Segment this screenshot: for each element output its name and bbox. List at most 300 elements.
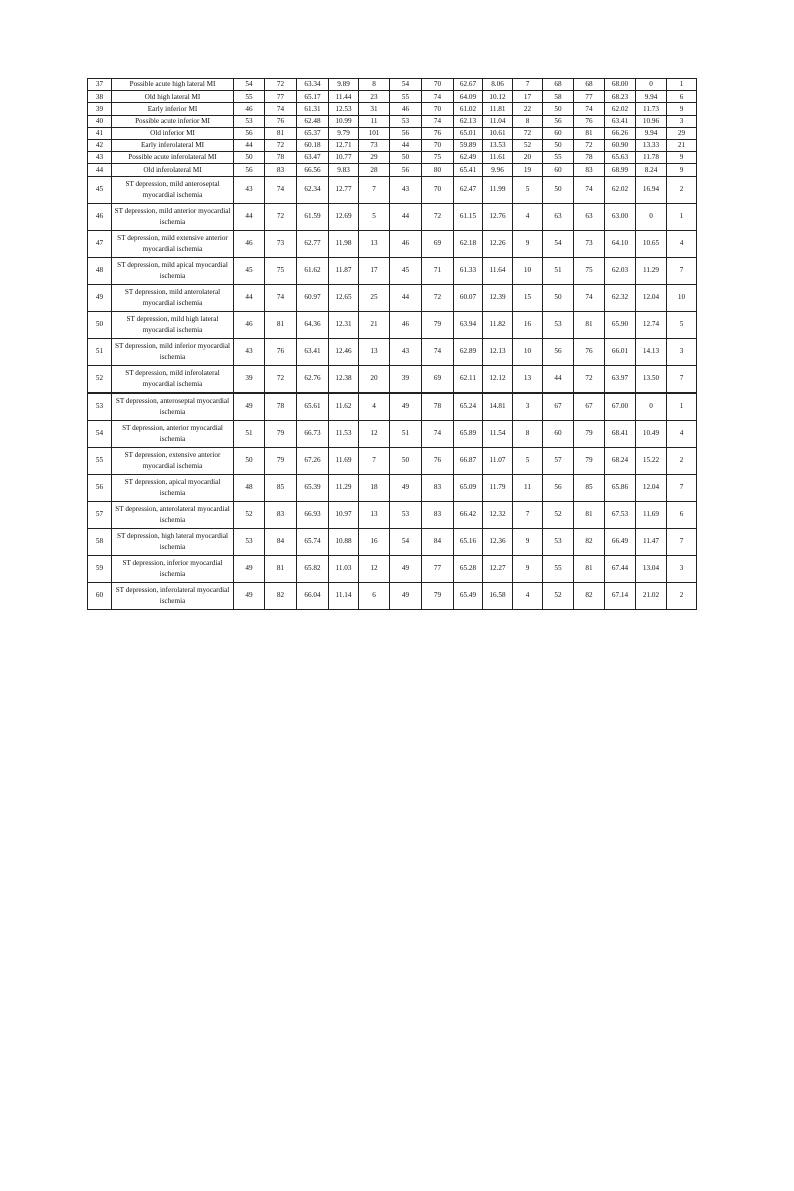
value-cell: 65.63 (605, 152, 636, 164)
diagnosis-label-cell: Old inferior MI (112, 127, 234, 139)
value-cell: 62.02 (605, 176, 636, 203)
value-cell: 11.87 (329, 257, 359, 284)
value-cell: 85 (265, 474, 297, 501)
value-cell: 11.03 (329, 555, 359, 582)
value-cell: 62.67 (454, 79, 483, 91)
value-cell: 48 (234, 474, 265, 501)
table-row (88, 127, 697, 139)
value-cell: 0 (636, 203, 667, 230)
value-cell: 72 (422, 284, 454, 311)
value-cell: 79 (265, 420, 297, 447)
value-cell: 67.26 (297, 447, 329, 474)
value-cell: 3 (513, 393, 543, 421)
value-cell: 60.90 (605, 139, 636, 151)
value-cell: 77 (574, 91, 605, 103)
value-cell: 72 (422, 203, 454, 230)
value-cell: 75 (265, 257, 297, 284)
value-cell: 39 (390, 365, 422, 393)
value-cell: 61.02 (454, 103, 483, 115)
value-cell: 11.53 (329, 420, 359, 447)
value-cell: 84 (265, 528, 297, 555)
row-index-cell: 43 (88, 152, 112, 164)
value-cell: 71 (422, 257, 454, 284)
value-cell: 65.39 (297, 474, 329, 501)
value-cell: 74 (422, 91, 454, 103)
value-cell: 11.62 (329, 393, 359, 421)
value-cell: 21 (667, 139, 697, 151)
value-cell: 16 (359, 528, 390, 555)
value-cell: 65.28 (454, 555, 483, 582)
value-cell: 81 (574, 127, 605, 139)
value-cell: 10.65 (636, 230, 667, 257)
value-cell: 51 (543, 257, 574, 284)
value-cell: 69 (422, 365, 454, 393)
value-cell: 83 (422, 474, 454, 501)
value-cell: 69 (422, 230, 454, 257)
value-cell: 3 (667, 555, 697, 582)
value-cell: 76 (265, 115, 297, 127)
value-cell: 74 (422, 115, 454, 127)
value-cell: 62.03 (605, 257, 636, 284)
value-cell: 67 (574, 393, 605, 421)
row-index-cell: 49 (88, 284, 112, 311)
value-cell: 60.97 (297, 284, 329, 311)
diagnosis-label-cell: ST depression, anteroseptal myocardial ischemia (112, 393, 234, 421)
value-cell: 49 (234, 582, 265, 609)
value-cell: 11.29 (329, 474, 359, 501)
value-cell: 76 (574, 338, 605, 365)
value-cell: 76 (574, 115, 605, 127)
value-cell: 83 (265, 164, 297, 176)
value-cell: 54 (390, 528, 422, 555)
value-cell: 72 (574, 365, 605, 393)
value-cell: 12.53 (329, 103, 359, 115)
value-cell: 73 (265, 230, 297, 257)
value-cell: 65.49 (454, 582, 483, 609)
value-cell: 49 (390, 555, 422, 582)
value-cell: 67.00 (605, 393, 636, 421)
value-cell: 9.89 (329, 79, 359, 91)
value-cell: 63.41 (297, 338, 329, 365)
value-cell: 68 (543, 79, 574, 91)
value-cell: 66.73 (297, 420, 329, 447)
value-cell: 77 (422, 555, 454, 582)
value-cell: 53 (543, 311, 574, 338)
diagnosis-label-cell: Early inferior MI (112, 103, 234, 115)
value-cell: 65.01 (454, 127, 483, 139)
row-index-cell: 51 (88, 338, 112, 365)
value-cell: 62.76 (297, 365, 329, 393)
value-cell: 62.11 (454, 365, 483, 393)
value-cell: 54 (234, 79, 265, 91)
value-cell: 63.47 (297, 152, 329, 164)
value-cell: 10.77 (329, 152, 359, 164)
value-cell: 66.04 (297, 582, 329, 609)
value-cell: 4 (667, 420, 697, 447)
value-cell: 6 (667, 501, 697, 528)
value-cell: 9 (513, 230, 543, 257)
value-cell: 83 (265, 501, 297, 528)
value-cell: 46 (390, 311, 422, 338)
value-cell: 72 (574, 139, 605, 151)
value-cell: 2 (667, 176, 697, 203)
value-cell: 76 (422, 447, 454, 474)
diagnosis-label-cell: Old inferolateral MI (112, 164, 234, 176)
value-cell: 15.22 (636, 447, 667, 474)
value-cell: 0 (636, 79, 667, 91)
value-cell: 4 (359, 393, 390, 421)
value-cell: 9.94 (636, 127, 667, 139)
diagnosis-label-cell: Possible acute inferolateral MI (112, 152, 234, 164)
value-cell: 22 (513, 103, 543, 115)
value-cell: 74 (574, 284, 605, 311)
value-cell: 16.58 (483, 582, 513, 609)
value-cell: 5 (359, 203, 390, 230)
table-row (88, 338, 697, 365)
value-cell: 12.69 (329, 203, 359, 230)
value-cell: 78 (422, 393, 454, 421)
value-cell: 9 (667, 103, 697, 115)
value-cell: 11.47 (636, 528, 667, 555)
value-cell: 81 (265, 311, 297, 338)
value-cell: 62.02 (605, 103, 636, 115)
value-cell: 7 (667, 474, 697, 501)
value-cell: 10.99 (329, 115, 359, 127)
value-cell: 4 (667, 230, 697, 257)
value-cell: 50 (543, 284, 574, 311)
table-row (88, 91, 697, 103)
value-cell: 10 (513, 257, 543, 284)
table-row (88, 474, 697, 501)
value-cell: 11.69 (329, 447, 359, 474)
value-cell: 73 (574, 230, 605, 257)
value-cell: 11.14 (329, 582, 359, 609)
value-cell: 14.13 (636, 338, 667, 365)
value-cell: 79 (574, 447, 605, 474)
table-row (88, 203, 697, 230)
value-cell: 11.04 (483, 115, 513, 127)
data-table (87, 78, 697, 610)
row-index-cell: 38 (88, 91, 112, 103)
value-cell: 7 (513, 501, 543, 528)
value-cell: 13.53 (483, 139, 513, 151)
value-cell: 55 (543, 152, 574, 164)
value-cell: 10 (667, 284, 697, 311)
value-cell: 4 (513, 203, 543, 230)
value-cell: 66.56 (297, 164, 329, 176)
row-index-cell: 40 (88, 115, 112, 127)
row-index-cell: 46 (88, 203, 112, 230)
value-cell: 12.76 (483, 203, 513, 230)
row-index-cell: 59 (88, 555, 112, 582)
value-cell: 63 (574, 203, 605, 230)
value-cell: 66.01 (605, 338, 636, 365)
value-cell: 11 (513, 474, 543, 501)
value-cell: 11.64 (483, 257, 513, 284)
value-cell: 11.98 (329, 230, 359, 257)
value-cell: 61.15 (454, 203, 483, 230)
value-cell: 16 (513, 311, 543, 338)
value-cell: 56 (543, 338, 574, 365)
value-cell: 63 (543, 203, 574, 230)
value-cell: 8.06 (483, 79, 513, 91)
table-row (88, 79, 697, 91)
value-cell: 64.09 (454, 91, 483, 103)
row-index-cell: 52 (88, 365, 112, 393)
value-cell: 70 (422, 176, 454, 203)
value-cell: 9.96 (483, 164, 513, 176)
value-cell: 82 (574, 582, 605, 609)
value-cell: 14.81 (483, 393, 513, 421)
value-cell: 74 (574, 103, 605, 115)
value-cell: 9 (667, 152, 697, 164)
value-cell: 13.50 (636, 365, 667, 393)
value-cell: 65.86 (605, 474, 636, 501)
value-cell: 63.94 (454, 311, 483, 338)
value-cell: 12.26 (483, 230, 513, 257)
value-cell: 12.04 (636, 474, 667, 501)
value-cell: 79 (422, 582, 454, 609)
diagnosis-label-cell: Possible acute inferior MI (112, 115, 234, 127)
value-cell: 81 (574, 311, 605, 338)
value-cell: 63.97 (605, 365, 636, 393)
diagnosis-label-cell: ST depression, extensive anterior myocardial ischemia (112, 447, 234, 474)
value-cell: 81 (265, 555, 297, 582)
value-cell: 11.54 (483, 420, 513, 447)
value-cell: 20 (513, 152, 543, 164)
value-cell: 79 (574, 420, 605, 447)
value-cell: 7 (667, 528, 697, 555)
table-row (88, 365, 697, 393)
value-cell: 66.26 (605, 127, 636, 139)
value-cell: 72 (265, 203, 297, 230)
value-cell: 46 (390, 230, 422, 257)
value-cell: 6 (667, 91, 697, 103)
value-cell: 49 (390, 393, 422, 421)
value-cell: 7 (667, 365, 697, 393)
value-cell: 61.33 (454, 257, 483, 284)
row-index-cell: 45 (88, 176, 112, 203)
value-cell: 65.24 (454, 393, 483, 421)
table-row (88, 501, 697, 528)
value-cell: 13 (359, 338, 390, 365)
value-cell: 72 (265, 79, 297, 91)
diagnosis-label-cell: Old high lateral MI (112, 91, 234, 103)
row-index-cell: 55 (88, 447, 112, 474)
table-row (88, 528, 697, 555)
diagnosis-label-cell: ST depression, inferolateral myocardial ischemia (112, 582, 234, 609)
value-cell: 5 (513, 447, 543, 474)
row-index-cell: 58 (88, 528, 112, 555)
value-cell: 10.49 (636, 420, 667, 447)
value-cell: 72 (265, 139, 297, 151)
value-cell: 7 (667, 257, 697, 284)
row-index-cell: 39 (88, 103, 112, 115)
value-cell: 62.77 (297, 230, 329, 257)
table-body (88, 79, 697, 610)
value-cell: 68.24 (605, 447, 636, 474)
table-row (88, 420, 697, 447)
value-cell: 63.41 (605, 115, 636, 127)
value-cell: 11.07 (483, 447, 513, 474)
value-cell: 10.12 (483, 91, 513, 103)
value-cell: 8 (513, 115, 543, 127)
value-cell: 10.88 (329, 528, 359, 555)
value-cell: 12.39 (483, 284, 513, 311)
table-row (88, 393, 697, 421)
value-cell: 57 (543, 447, 574, 474)
value-cell: 65.61 (297, 393, 329, 421)
diagnosis-label-cell: Early inferolateral MI (112, 139, 234, 151)
value-cell: 53 (543, 528, 574, 555)
value-cell: 46 (234, 311, 265, 338)
value-cell: 50 (543, 103, 574, 115)
value-cell: 13.04 (636, 555, 667, 582)
value-cell: 44 (234, 284, 265, 311)
value-cell: 44 (234, 139, 265, 151)
value-cell: 23 (359, 91, 390, 103)
value-cell: 12 (359, 420, 390, 447)
value-cell: 11.81 (483, 103, 513, 115)
row-index-cell: 47 (88, 230, 112, 257)
table-row (88, 447, 697, 474)
value-cell: 44 (543, 365, 574, 393)
value-cell: 2 (667, 582, 697, 609)
value-cell: 51 (390, 420, 422, 447)
value-cell: 80 (422, 164, 454, 176)
table-row (88, 176, 697, 203)
table-row (88, 555, 697, 582)
value-cell: 25 (359, 284, 390, 311)
value-cell: 17 (359, 257, 390, 284)
value-cell: 79 (422, 311, 454, 338)
diagnosis-label-cell: ST depression, mild anterolateral myocardial ischemia (112, 284, 234, 311)
value-cell: 20 (359, 365, 390, 393)
table-row (88, 152, 697, 164)
value-cell: 78 (265, 393, 297, 421)
value-cell: 13 (359, 230, 390, 257)
value-cell: 31 (359, 103, 390, 115)
value-cell: 8.24 (636, 164, 667, 176)
value-cell: 5 (513, 176, 543, 203)
value-cell: 82 (265, 582, 297, 609)
value-cell: 60.07 (454, 284, 483, 311)
table-row (88, 284, 697, 311)
value-cell: 63.34 (297, 79, 329, 91)
value-cell: 13 (513, 365, 543, 393)
value-cell: 12.27 (483, 555, 513, 582)
value-cell: 62.34 (297, 176, 329, 203)
row-index-cell: 56 (88, 474, 112, 501)
value-cell: 10.61 (483, 127, 513, 139)
table-row (88, 115, 697, 127)
value-cell: 72 (265, 365, 297, 393)
diagnosis-label-cell: ST depression, inferior myocardial ischemia (112, 555, 234, 582)
value-cell: 56 (543, 474, 574, 501)
value-cell: 55 (543, 555, 574, 582)
row-index-cell: 54 (88, 420, 112, 447)
value-cell: 12.36 (483, 528, 513, 555)
value-cell: 8 (359, 79, 390, 91)
value-cell: 49 (390, 474, 422, 501)
value-cell: 9 (667, 164, 697, 176)
value-cell: 44 (390, 284, 422, 311)
diagnosis-label-cell: ST depression, mild apical myocardial ischemia (112, 257, 234, 284)
value-cell: 70 (422, 139, 454, 151)
value-cell: 21.02 (636, 582, 667, 609)
value-cell: 62.18 (454, 230, 483, 257)
diagnosis-label-cell: ST depression, mild inferolateral myocardial ischemia (112, 365, 234, 393)
value-cell: 78 (574, 152, 605, 164)
value-cell: 62.48 (297, 115, 329, 127)
value-cell: 56 (234, 127, 265, 139)
table-row (88, 311, 697, 338)
value-cell: 65.17 (297, 91, 329, 103)
value-cell: 81 (574, 555, 605, 582)
value-cell: 74 (265, 284, 297, 311)
value-cell: 11.79 (483, 474, 513, 501)
value-cell: 21 (359, 311, 390, 338)
value-cell: 16.94 (636, 176, 667, 203)
value-cell: 52 (513, 139, 543, 151)
value-cell: 46 (390, 103, 422, 115)
value-cell: 74 (265, 176, 297, 203)
value-cell: 50 (234, 152, 265, 164)
value-cell: 67.44 (605, 555, 636, 582)
value-cell: 17 (513, 91, 543, 103)
value-cell: 2 (667, 447, 697, 474)
value-cell: 10 (513, 338, 543, 365)
row-index-cell: 53 (88, 393, 112, 421)
value-cell: 72 (513, 127, 543, 139)
value-cell: 11.82 (483, 311, 513, 338)
value-cell: 49 (390, 582, 422, 609)
value-cell: 10.97 (329, 501, 359, 528)
value-cell: 50 (543, 139, 574, 151)
value-cell: 65.16 (454, 528, 483, 555)
value-cell: 55 (390, 91, 422, 103)
table-row (88, 230, 697, 257)
value-cell: 49 (234, 393, 265, 421)
value-cell: 7 (513, 79, 543, 91)
value-cell: 5 (667, 311, 697, 338)
value-cell: 62.32 (605, 284, 636, 311)
value-cell: 11.29 (636, 257, 667, 284)
value-cell: 12.38 (329, 365, 359, 393)
value-cell: 65.82 (297, 555, 329, 582)
value-cell: 56 (234, 164, 265, 176)
value-cell: 65.37 (297, 127, 329, 139)
value-cell: 50 (234, 447, 265, 474)
value-cell: 53 (390, 501, 422, 528)
value-cell: 43 (234, 176, 265, 203)
value-cell: 7 (359, 447, 390, 474)
value-cell: 53 (390, 115, 422, 127)
value-cell: 76 (265, 338, 297, 365)
value-cell: 51 (234, 420, 265, 447)
value-cell: 60.18 (297, 139, 329, 151)
value-cell: 3 (667, 338, 697, 365)
value-cell: 59.89 (454, 139, 483, 151)
row-index-cell: 57 (88, 501, 112, 528)
value-cell: 50 (390, 447, 422, 474)
value-cell: 78 (265, 152, 297, 164)
value-cell: 8 (513, 420, 543, 447)
value-cell: 52 (234, 501, 265, 528)
value-cell: 12.13 (483, 338, 513, 365)
value-cell: 12.32 (483, 501, 513, 528)
value-cell: 29 (667, 127, 697, 139)
